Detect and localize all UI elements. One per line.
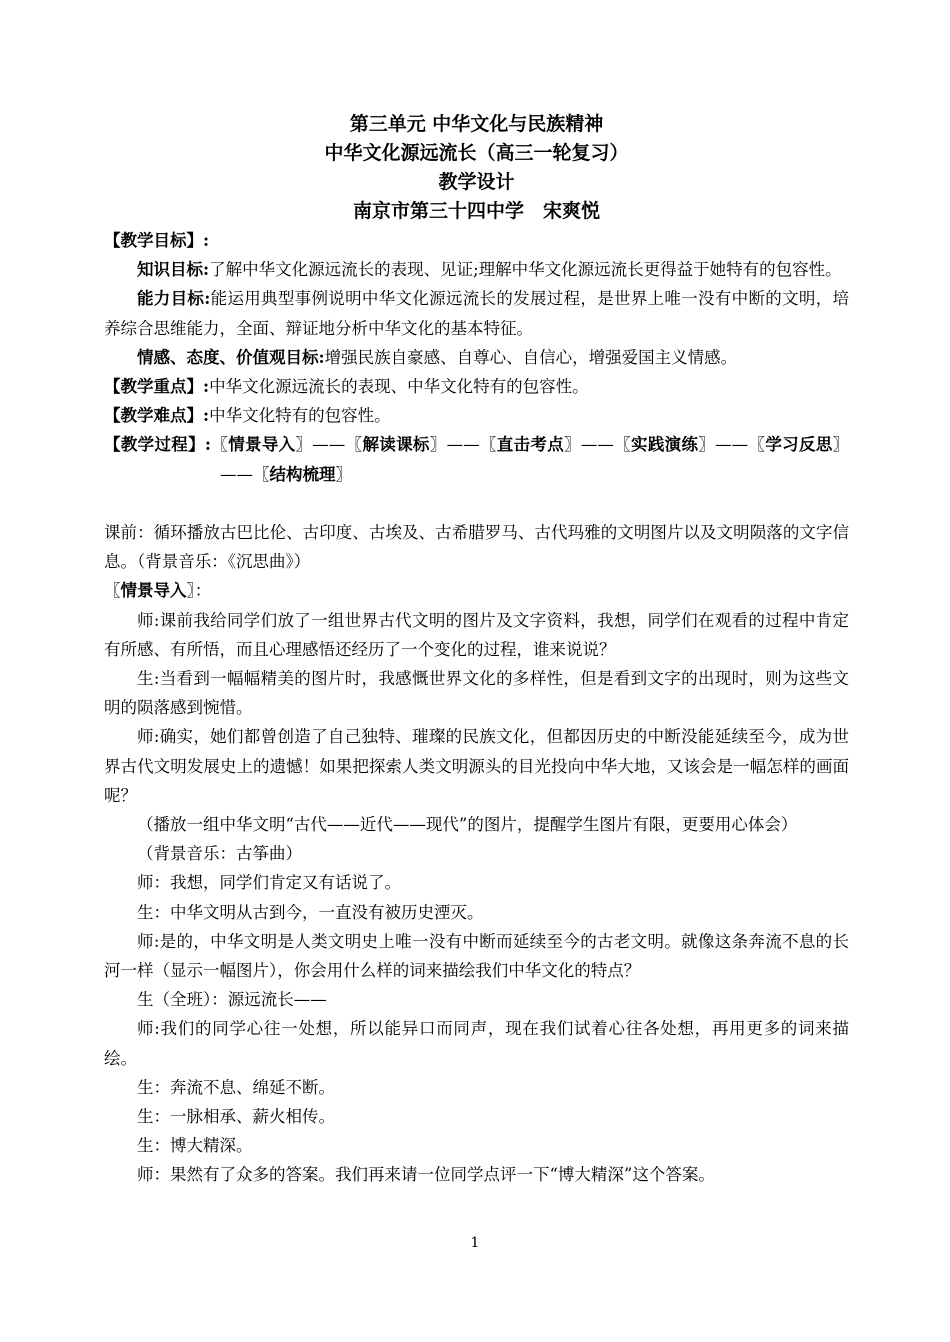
process-step-2: 〖解读课标〗—— [345, 435, 480, 455]
dialogue-line: 生：一脉相承、薪火相传。 [137, 1107, 335, 1127]
dialogue-line: 生:当看到一幅幅精美的图片时，我感慨世界文化的多样性，但是看到文字的出现时，则为这些文明的陨落感到惋惜。 [104, 669, 849, 718]
ability-text: 能运用典型事例说明中华文化源远流长的发展过程，是世界上唯一没有中断的文明，培养综合思维能力，全面、辩证地分析中华文化的基本特征。 [104, 289, 850, 338]
unit-title: 第三单元 中华文化与民族精神 [349, 113, 604, 135]
key-point-text: 中华文化源远流长的表现、中华文化特有的包容性。 [209, 377, 589, 397]
title-block [104, 110, 849, 226]
process-step-1: 〖情景导入〗—— [211, 435, 346, 455]
ability-objective [104, 284, 849, 342]
objectives-heading: 【教学目标】: [104, 231, 210, 250]
knowledge-objective [104, 255, 849, 284]
dialogue-line: （背景音乐：古筝曲） [137, 844, 302, 864]
emotion-label: 情感、态度、价值观目标: [137, 347, 325, 367]
process-step-3: 〖直击考点〗—— [479, 435, 614, 455]
process-label: 【教学过程】: [104, 435, 212, 455]
ability-label: 能力目标: [137, 289, 211, 309]
dialogue-line: 生：博大精深。 [137, 1136, 253, 1156]
blank-line [104, 489, 849, 518]
dialogue-line: 师:课前我给同学们放了一组世界古代文明的图片及文字资料，我想，同学们在观看的过程中肯定有所感、有所悟，而且心理感悟还经历了一个变化的过程，谁来说说？ [104, 610, 849, 659]
key-point [104, 372, 849, 401]
dialogue-line: 师：果然有了众多的答案。我们再来请一位同学点评一下“博大精深”这个答案。 [137, 1165, 715, 1185]
knowledge-label: 知识目标: [137, 260, 210, 280]
pre-class-note: 课前：循环播放古巴比伦、古印度、古埃及、古希腊罗马、古代玛雅的文明图片以及文明陨落的文字信息。（背景音乐：《沉思曲》） [104, 523, 849, 572]
doc-type-title: 教学设计 [438, 171, 515, 193]
dialogue-line: 师:确实，她们都曾创造了自己独特、璀璨的民族文化，但都因历史的中断没能延续至今，成为世界古代文明发展史上的遗憾！如果把探索人类文明源头的目光投向中华大地，又该会是一幅怎样的画面呢？ [104, 727, 849, 805]
lesson-title: 中华文化源远流长（高三一轮复习） [324, 142, 629, 164]
section-heading: 〖情景导入〗： [104, 581, 212, 601]
teaching-process [104, 430, 849, 488]
difficulty [104, 401, 849, 430]
dialogue-line: 师：我想，同学们肯定又有话说了。 [137, 873, 401, 893]
dialogue-line: 师:是的，中华文明是人类文明史上唯一没有中断而延续至今的古老文明。就像这条奔流不息的长河一样（显示一幅图片），你会用什么样的词来描绘我们中华文化的特点？ [104, 931, 849, 981]
difficulty-label: 【教学难点】: [104, 406, 210, 426]
knowledge-text: 了解中华文化源远流长的表现、见证;理解中华文化源远流长更得益于她特有的包容性。 [209, 260, 842, 280]
difficulty-text: 中华文化特有的包容性。 [209, 406, 391, 426]
page-number: 1 [470, 1235, 480, 1251]
author-line: 南京市第三十四中学 宋爽悦 [352, 200, 600, 222]
emotion-text: 增强民族自豪感、自尊心、自信心，增强爱国主义情感。 [324, 347, 738, 367]
key-point-label: 【教学重点】: [104, 377, 210, 397]
dialogue-line: 师:我们的同学心往一处想，所以能异口而同声，现在我们试着心往各处想，再用更多的词来描绘。 [104, 1019, 849, 1068]
dialogue-line: 生：奔流不息、绵延不断。 [137, 1077, 335, 1097]
emotion-objective [104, 343, 849, 372]
process-step-6: 〖结构梳理〗 [253, 464, 352, 484]
document-body [104, 226, 849, 1190]
process-step-4: 〖实践演练〗—— [613, 435, 749, 455]
process-step-5: 〖学习反思〗—— [220, 435, 850, 484]
dialogue-line: 生（全班）：源远流长—— [137, 990, 327, 1010]
dialogue-line: （播放一组中华文明“古代——近代——现代”的图片，提醒学生图片有限，更要用心体会） [137, 815, 798, 835]
dialogue-line: 生：中华文明从古到今，一直没有被历史湮灭。 [137, 902, 484, 922]
